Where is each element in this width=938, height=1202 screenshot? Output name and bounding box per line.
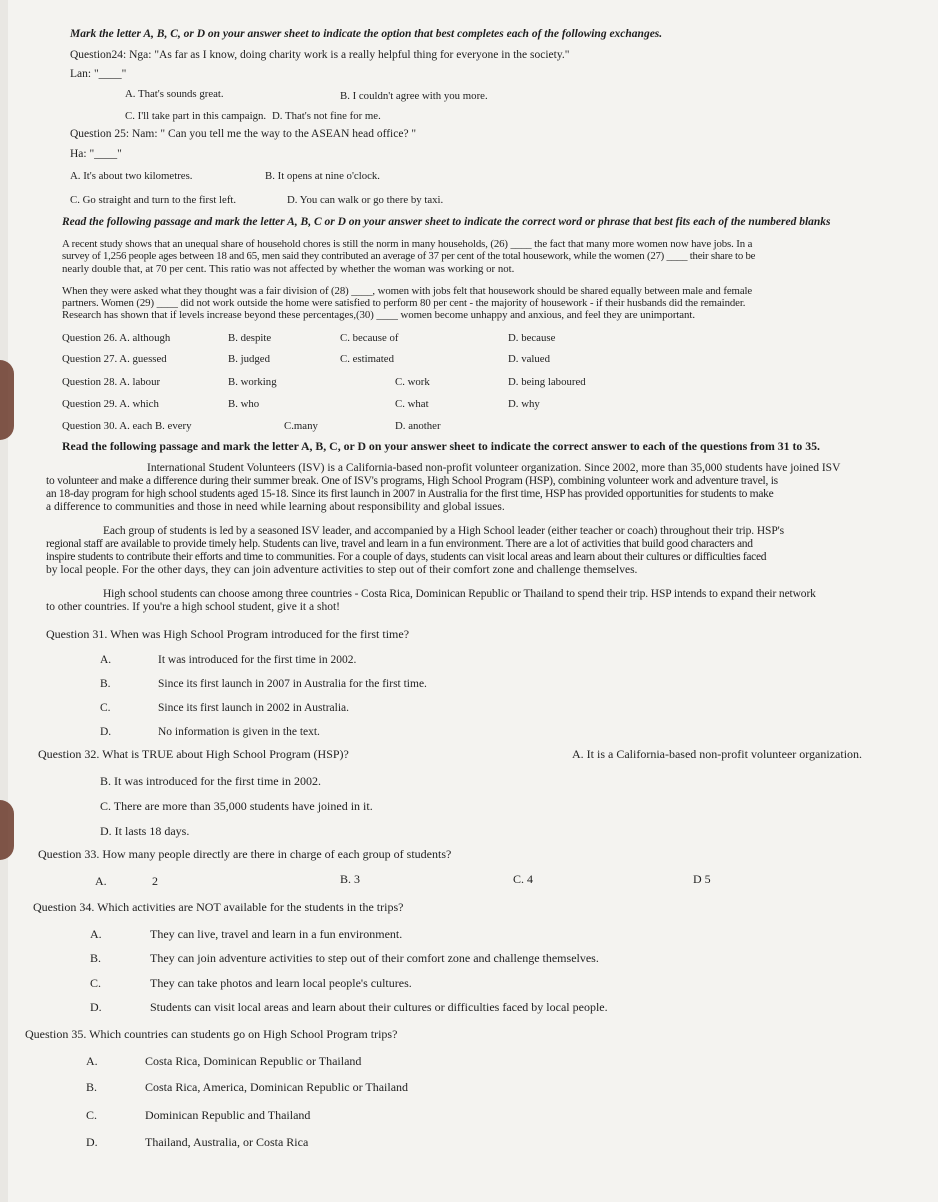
q28-option-c: C. work <box>395 376 430 388</box>
q27-option-d: D. valued <box>508 353 550 365</box>
q26-option-c: C. because of <box>340 332 399 344</box>
q31-text-c: Since its first launch in 2002 in Australia. <box>158 702 350 714</box>
q34-prompt: Question 34. Which activities are NOT available for the students in the trips? <box>33 900 404 914</box>
q34-letter-b: B. <box>90 951 102 965</box>
reading-p2-line-3: inspire students to contribute their efforts and time to communities. For a couple of days, students can visit local areas and learn about their cultures or difficulties faced <box>46 551 767 563</box>
q28-option-b: B. working <box>228 376 277 388</box>
q34-letter-d: D. <box>90 1000 102 1014</box>
q32-option-c: C. There are more than 35,000 students have joined in it. <box>100 799 373 813</box>
q35-letter-d: D. <box>86 1135 98 1149</box>
reading-p1-line-4: a difference to communities and those in need while learning about responsibility and global issues. <box>46 501 505 513</box>
q33-option-c: C. 4 <box>513 872 534 886</box>
reading-p1-line-2: to volunteer and make a difference during their summer break. One of ISV's programs, High School Program (HSP), combining volunteer work and adventure travel, is <box>46 475 778 487</box>
cloze-line-3: nearly double that, at 70 per cent. This ratio was not affected by whether the woman was working or not. <box>62 263 515 275</box>
reading-p1-line-3: an 18-day program for high school students aged 15-18. Since its first launch in 2007 in Australia for the first time, HSP has provided opportunities for students to make <box>46 488 774 500</box>
q25-reply: Ha: "____" <box>70 148 122 160</box>
q24-option-a: A. That's sounds great. <box>125 88 224 100</box>
reading-instructions: Read the following passage and mark the letter A, B, C, or D on your answer sheet to indicate the correct answer to each of the questions from 31 to 35. <box>62 439 821 453</box>
reading-p3-line-2: to other countries. If you're a high school student, give it a shot! <box>46 601 340 613</box>
q25-option-a: A. It's about two kilometres. <box>70 170 193 182</box>
q31-letter-a: A. <box>100 654 112 666</box>
q27-label-a: Question 27. A. guessed <box>62 353 167 365</box>
q26-label-a: Question 26. A. although <box>62 332 171 344</box>
q29-option-b: B. who <box>228 398 260 410</box>
reading-p2-line-1: Each group of students is led by a seasoned ISV leader, and accompanied by a High School leader (either teacher or coach) throughout their trip. HSP's <box>103 525 784 537</box>
q33-letter-a: A. <box>95 874 107 888</box>
q35-letter-b: B. <box>86 1080 98 1094</box>
q34-letter-a: A. <box>90 927 102 941</box>
q34-text-d: Students can visit local areas and learn about their cultures or difficulties faced by local people. <box>150 1000 608 1014</box>
cloze-line-4: When they were asked what they thought was a fair division of (28) ____, women with jobs felt that housework should be shared equally between male and female <box>62 285 753 297</box>
q29-option-d: D. why <box>508 398 540 410</box>
q35-text-c: Dominican Republic and Thailand <box>145 1108 311 1122</box>
q35-text-d: Thailand, Australia, or Costa Rica <box>145 1135 309 1149</box>
q24-option-c: C. I'll take part in this campaign. <box>125 110 267 122</box>
q35-text-a: Costa Rica, Dominican Republic or Thailand <box>145 1054 362 1068</box>
reading-p2-line-2: regional staff are available to provide timely help. Students can live, travel and learn in a fun environment. There are a lot of activities that build good characters and <box>46 538 753 550</box>
cloze-line-6: Research has shown that if levels increase beyond these percentages,(30) ____ women become unhappy and anxious, and feel they are unimportant. <box>62 309 696 321</box>
q25-option-b: B. It opens at nine o'clock. <box>265 170 380 182</box>
reading-p2-line-4: by local people. For the other days, they can join adventure activities to step out of their comfort zone and challenge themselves. <box>46 564 638 576</box>
q35-letter-c: C. <box>86 1108 98 1122</box>
q34-text-b: They can join adventure activities to step out of their comfort zone and challenge themselves. <box>150 951 599 965</box>
reading-p3-line-1: High school students can choose among three countries - Costa Rica, Dominican Republic or Thailand to spend their trip. HSP intends to expand their network <box>103 588 816 600</box>
q25-option-d: D. You can walk or go there by taxi. <box>287 194 444 206</box>
q24-option-d: D. That's not fine for me. <box>272 110 381 122</box>
q31-letter-c: C. <box>100 702 111 714</box>
q27-option-b: B. judged <box>228 353 270 365</box>
q28-option-d: D. being laboured <box>508 376 586 388</box>
q31-letter-d: D. <box>100 726 112 738</box>
q32-option-b: B. It was introduced for the first time in 2002. <box>100 774 321 788</box>
q33-option-d: D 5 <box>693 872 711 886</box>
q34-letter-c: C. <box>90 976 102 990</box>
q32-option-d: D. It lasts 18 days. <box>100 824 190 838</box>
finger-shadow-top <box>0 360 14 440</box>
q30-option-c: C.many <box>284 420 318 432</box>
q28-label-a: Question 28. A. labour <box>62 376 161 388</box>
q32-prompt: Question 32. What is TRUE about High School Program (HSP)? <box>38 747 349 761</box>
q26-option-b: B. despite <box>228 332 272 344</box>
q35-text-b: Costa Rica, America, Dominican Republic or Thailand <box>145 1080 409 1094</box>
q35-prompt: Question 35. Which countries can students go on High School Program trips? <box>25 1027 398 1041</box>
cloze-line-5: partners. Women (29) ____ did not work outside the home were satisfied to perform 80 per cent - the majority of housework - if their husbands did the remainder. <box>62 297 746 309</box>
q24-prompt: Question24: Nga: "As far as I know, doing charity work is a really helpful thing for everyone in the society." <box>70 49 570 61</box>
q29-option-c: C. what <box>395 398 429 410</box>
q31-text-a: It was introduced for the first time in 2002. <box>158 654 357 666</box>
q26-option-d: D. because <box>508 332 556 344</box>
q33-option-b: B. 3 <box>340 872 361 886</box>
reading-p1-line-1: International Student Volunteers (ISV) is a California-based non-profit volunteer organization. Since 2002, more than 35,000 students have joined ISV <box>147 462 841 474</box>
cloze-line-1: A recent study shows that an unequal share of household chores is still the norm in many households, (26) ____ the fact that many more women now have jobs. In a <box>62 238 753 250</box>
q34-text-c: They can take photos and learn local people's cultures. <box>150 976 412 990</box>
q24-reply: Lan: "____" <box>70 68 127 80</box>
cloze-line-2: survey of 1,256 people ages between 18 and 65, men said they contributed an average of 37 per cent of the total housework, while the women (27) ____ their share to be <box>62 250 756 262</box>
q32-option-a: A. It is a California-based non-profit volunteer organization. <box>572 747 863 761</box>
finger-shadow-bottom <box>0 800 14 860</box>
q27-option-c: C. estimated <box>340 353 394 365</box>
instructions-header: Mark the letter A, B, C, or D on your answer sheet to indicate the option that best completes each of the following exchanges. <box>70 28 663 40</box>
q34-text-a: They can live, travel and learn in a fun environment. <box>150 927 403 941</box>
q30-label-a-b: Question 30. A. each B. every <box>62 420 192 432</box>
q35-letter-a: A. <box>86 1054 98 1068</box>
q29-label-a: Question 29. A. which <box>62 398 159 410</box>
q25-option-c: C. Go straight and turn to the first left. <box>70 194 237 206</box>
q31-text-b: Since its first launch in 2007 in Australia for the first time. <box>158 678 427 690</box>
cloze-instructions: Read the following passage and mark the letter A, B, C or D on your answer sheet to indicate the correct word or phrase that best fits each of the numbered blanks <box>62 216 831 228</box>
q33-text-a: 2 <box>152 874 158 888</box>
q30-option-d: D. another <box>395 420 441 432</box>
q31-letter-b: B. <box>100 678 111 690</box>
q31-text-d: No information is given in the text. <box>158 726 320 738</box>
q31-prompt: Question 31. When was High School Program introduced for the first time? <box>46 627 410 641</box>
q33-prompt: Question 33. How many people directly are there in charge of each group of students? <box>38 847 452 861</box>
q25-prompt: Question 25: Nam: " Can you tell me the way to the ASEAN head office? " <box>70 128 417 140</box>
q24-option-b: B. I couldn't agree with you more. <box>340 90 488 102</box>
